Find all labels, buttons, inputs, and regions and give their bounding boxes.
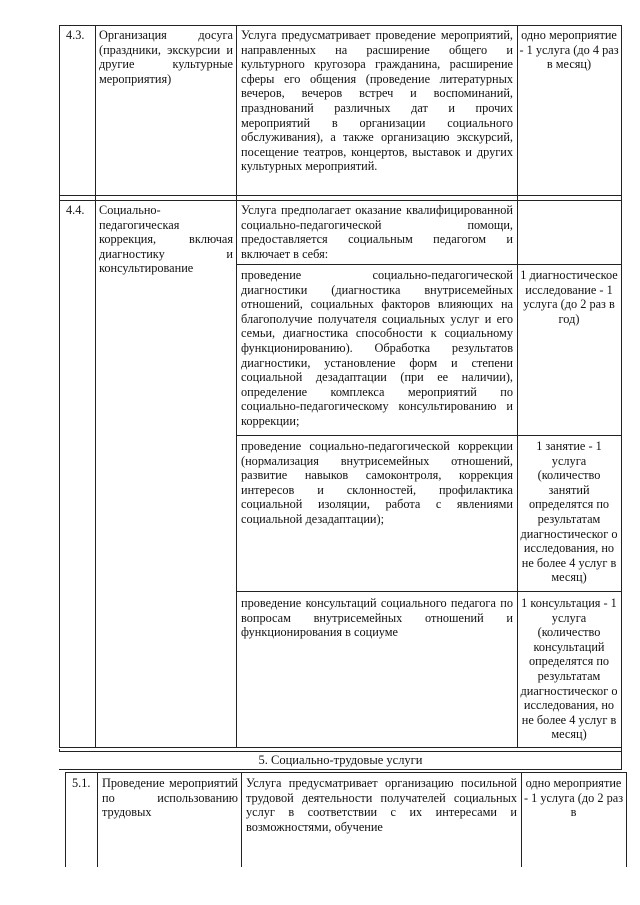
subservice-diagnostics: проведение социально-педагогической диагностики (диагностика внутрисемейных отношений, социальных факторов влияющих на благополучие получателя социальных услуг и его семьи, диагностика способности к социальному функционированию). Обработка результатов диагностики, установление форм и степени социальной дезадаптации (при ее наличии), определение комплекса мероприятий по социально-педагогическому консультированию и коррекции; xyxy=(241,268,513,428)
subservice-consultation-unit: 1 консультация - 1 услуга (количество консультаций определятся по результатам диагностическог о исследования, но не более 4 услуг в месяц) xyxy=(520,596,618,742)
service-description: Услуга предусматривает организацию посильной трудовой деятельности получателей социальных услуг в соответствии с их интересами и возможностями, обучение xyxy=(246,776,517,834)
service-unit: одно мероприятие - 1 услуга (до 2 раз в xyxy=(523,776,624,820)
subservice-correction-unit: 1 занятие - 1 услуга (количество занятий определятся по результатам диагностическог о исследования, но не более 4 услуг в месяц) xyxy=(520,439,618,585)
service-name: Проведение мероприятий по использованию трудовых xyxy=(102,776,238,820)
row-number: 5.1. xyxy=(72,776,91,790)
service-name: Организация досуга (праздники, экскурсии и другие культурные мероприятия) xyxy=(99,28,233,86)
section-heading: 5. Социально-трудовые услуги xyxy=(258,753,423,767)
row-number: 4.4. xyxy=(66,203,85,217)
service-intro: Услуга предполагает оказание квалифицированной социально-педагогической помощи, предоставляется социальным педагогом и включает в себя: xyxy=(241,203,513,261)
row-number: 4.3. xyxy=(66,28,85,42)
service-name: Социально-педагогическая коррекция, включая диагностику и консультирование xyxy=(99,203,233,276)
service-unit: одно мероприятие - 1 услуга (до 4 раз в месяц) xyxy=(519,28,619,72)
subservice-diagnostics-unit: 1 диагностическое исследование - 1 услуга (до 2 раз в год) xyxy=(520,268,618,326)
subservice-correction: проведение социально-педагогической коррекции (нормализация внутрисемейных отношений, развитие навыков самоконтроля, коррекция интересов и склонностей, профилактика социальной изоляции, работа с явлениями социальной дезадаптации); xyxy=(241,439,513,526)
service-description: Услуга предусматривает проведение мероприятий, направленных на расширение общего и культурного кругозора гражданина, расширение сферы его общения (проведение литературных вечеров, вечеров встреч и воспоминаний, празднований различных дат и прочих мероприятий в организации социального обслуживания), а также организацию экскурсий, посещение театров, концертов, выставок и других культурных мероприятий. xyxy=(241,28,513,174)
subservice-consultation: проведение консультаций социального педагога по вопросам внутрисемейных отношений и функционирования в социуме xyxy=(241,596,513,640)
